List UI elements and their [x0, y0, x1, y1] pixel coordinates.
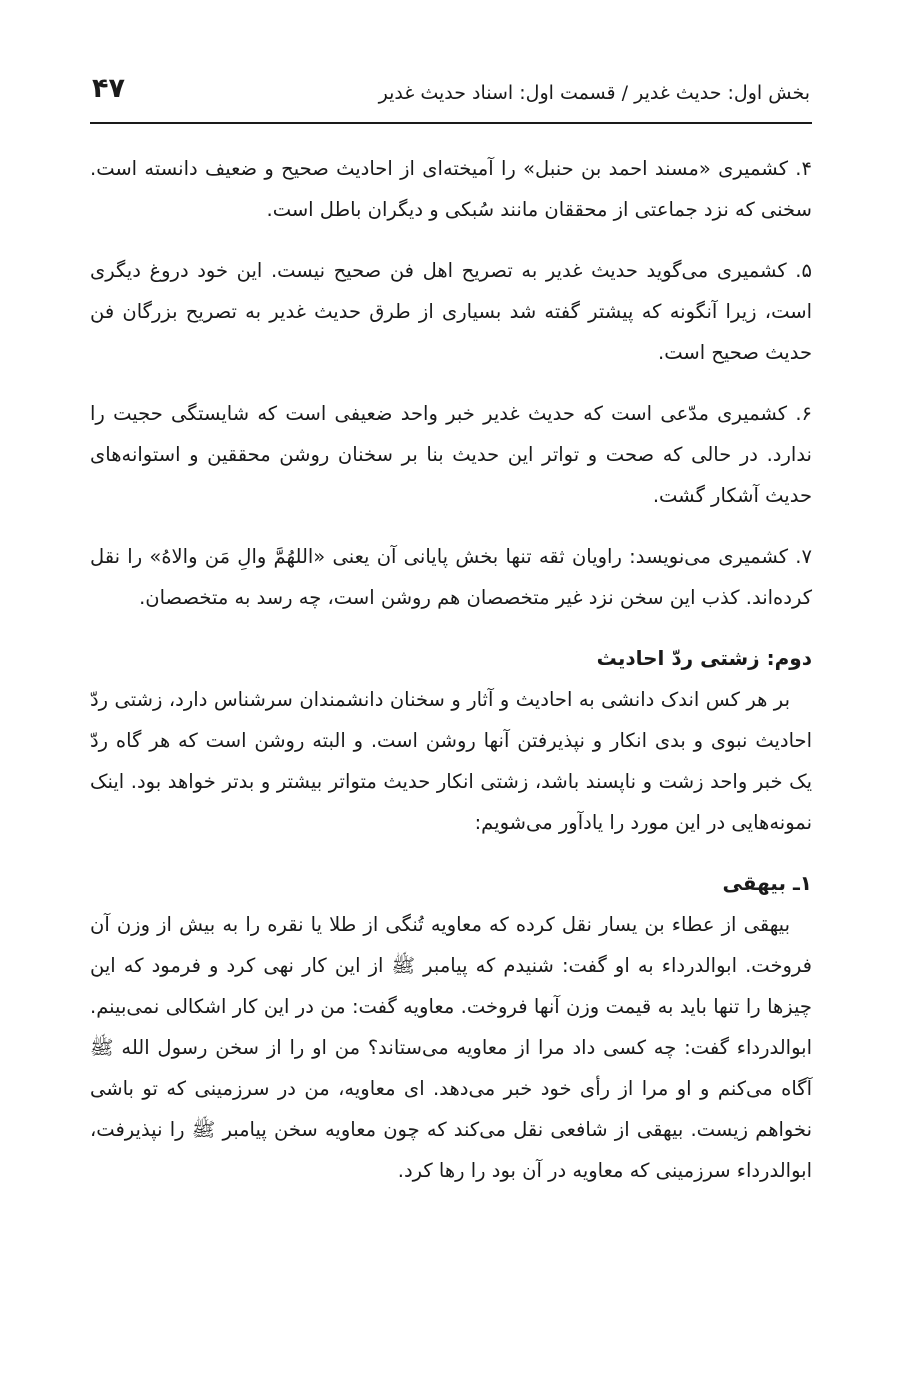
- page-number: ۴۷: [92, 73, 125, 104]
- subsection-paragraph: بیهقی از عطاء بن یسار نقل کرده که معاویه تُنگی از طلا یا نقره را به بیش از وزن آن فروخت. ابوالدرداء به او گفت: شنیدم که پیامبر ﷺ از این کار نهی کرد و فرمود که این چیزها را تنها باید به قیمت وزن آنها فروخت. معاویه گفت: من در این کار اشکالی نمی‌بینم. ابوالدرداء گفت: چه کسی داد مرا از معاویه می‌ستاند؟ من او را از سخن رسول الله ﷺ آگاه می‌کنم و او مرا از رأی خود خبر می‌دهد. ای معاویه، من در سرزمینی که تو باشی نخواهم زیست. بیهقی از شافعی نقل می‌کند که چون معاویه سخن پیامبر ﷺ را نپذیرفت، ابوالدرداء سرزمینی که معاویه در آن بود را رها کرد.: [90, 913, 812, 1182]
- list-item-6: ۶. کشمیری مدّعی است که حدیث غدیر خبر واحد ضعیفی است که شایستگی حجیت را ندارد. در حالی که صحت و تواتر این حدیث بنا بر سخنان روشن محققین و استوانه‌های حدیث آشکار گشت.: [90, 402, 812, 507]
- list-item-7: ۷. کشمیری می‌نویسد: راویان ثقه تنها بخش پایانی آن یعنی «اللهُمَّ والِ مَن والاهُ» را نقل کرده‌اند. کذب این سخن نزد غیر متخصصان هم روشن است، چه رسد به متخصصان.: [90, 545, 812, 609]
- section-paragraph: بر هر کس اندک دانشی به احادیث و آثار و سخنان دانشمندان سرشناس دارد، زشتی ردّ احادیث نبوی و بدی انکار و نپذیرفتن آنها روشن است. و البته روشن است که هر گاه ردّ یک خبر واحد زشت و ناپسند باشد، زشتی انکار حدیث متواتر بیشتر و بدتر خواهد بود. اینک نمونه‌هایی در این مورد را یادآور می‌شویم:: [90, 688, 812, 834]
- header-title: بخش اول: حدیث غدیر / قسمت اول: اسناد حدیث غدیر: [378, 82, 810, 104]
- page-body: [90, 148, 812, 1191]
- subsection-heading: ۱ـ بیهقی: [722, 871, 812, 895]
- book-page: [90, 60, 812, 1340]
- list-item-4: ۴. کشمیری «مسند احمد بن حنبل» را آمیخته‌ای از احادیث صحیح و ضعیف دانسته است. سخنی که نزد جماعتی از محققان مانند سُبکی و دیگران باطل است.: [90, 157, 812, 221]
- list-item-5: ۵. کشمیری می‌گوید حدیث غدیر به تصریح اهل فن صحیح نیست. این خود دروغ دیگری است، زیرا آنگونه که پیشتر گفته شد بسیاری از طرق حدیث غدیر به تصریح بزرگان فن حدیث صحیح است.: [90, 259, 812, 364]
- section-heading: دوم: زشتی ردّ احادیث: [596, 646, 812, 670]
- running-header: [90, 60, 812, 124]
